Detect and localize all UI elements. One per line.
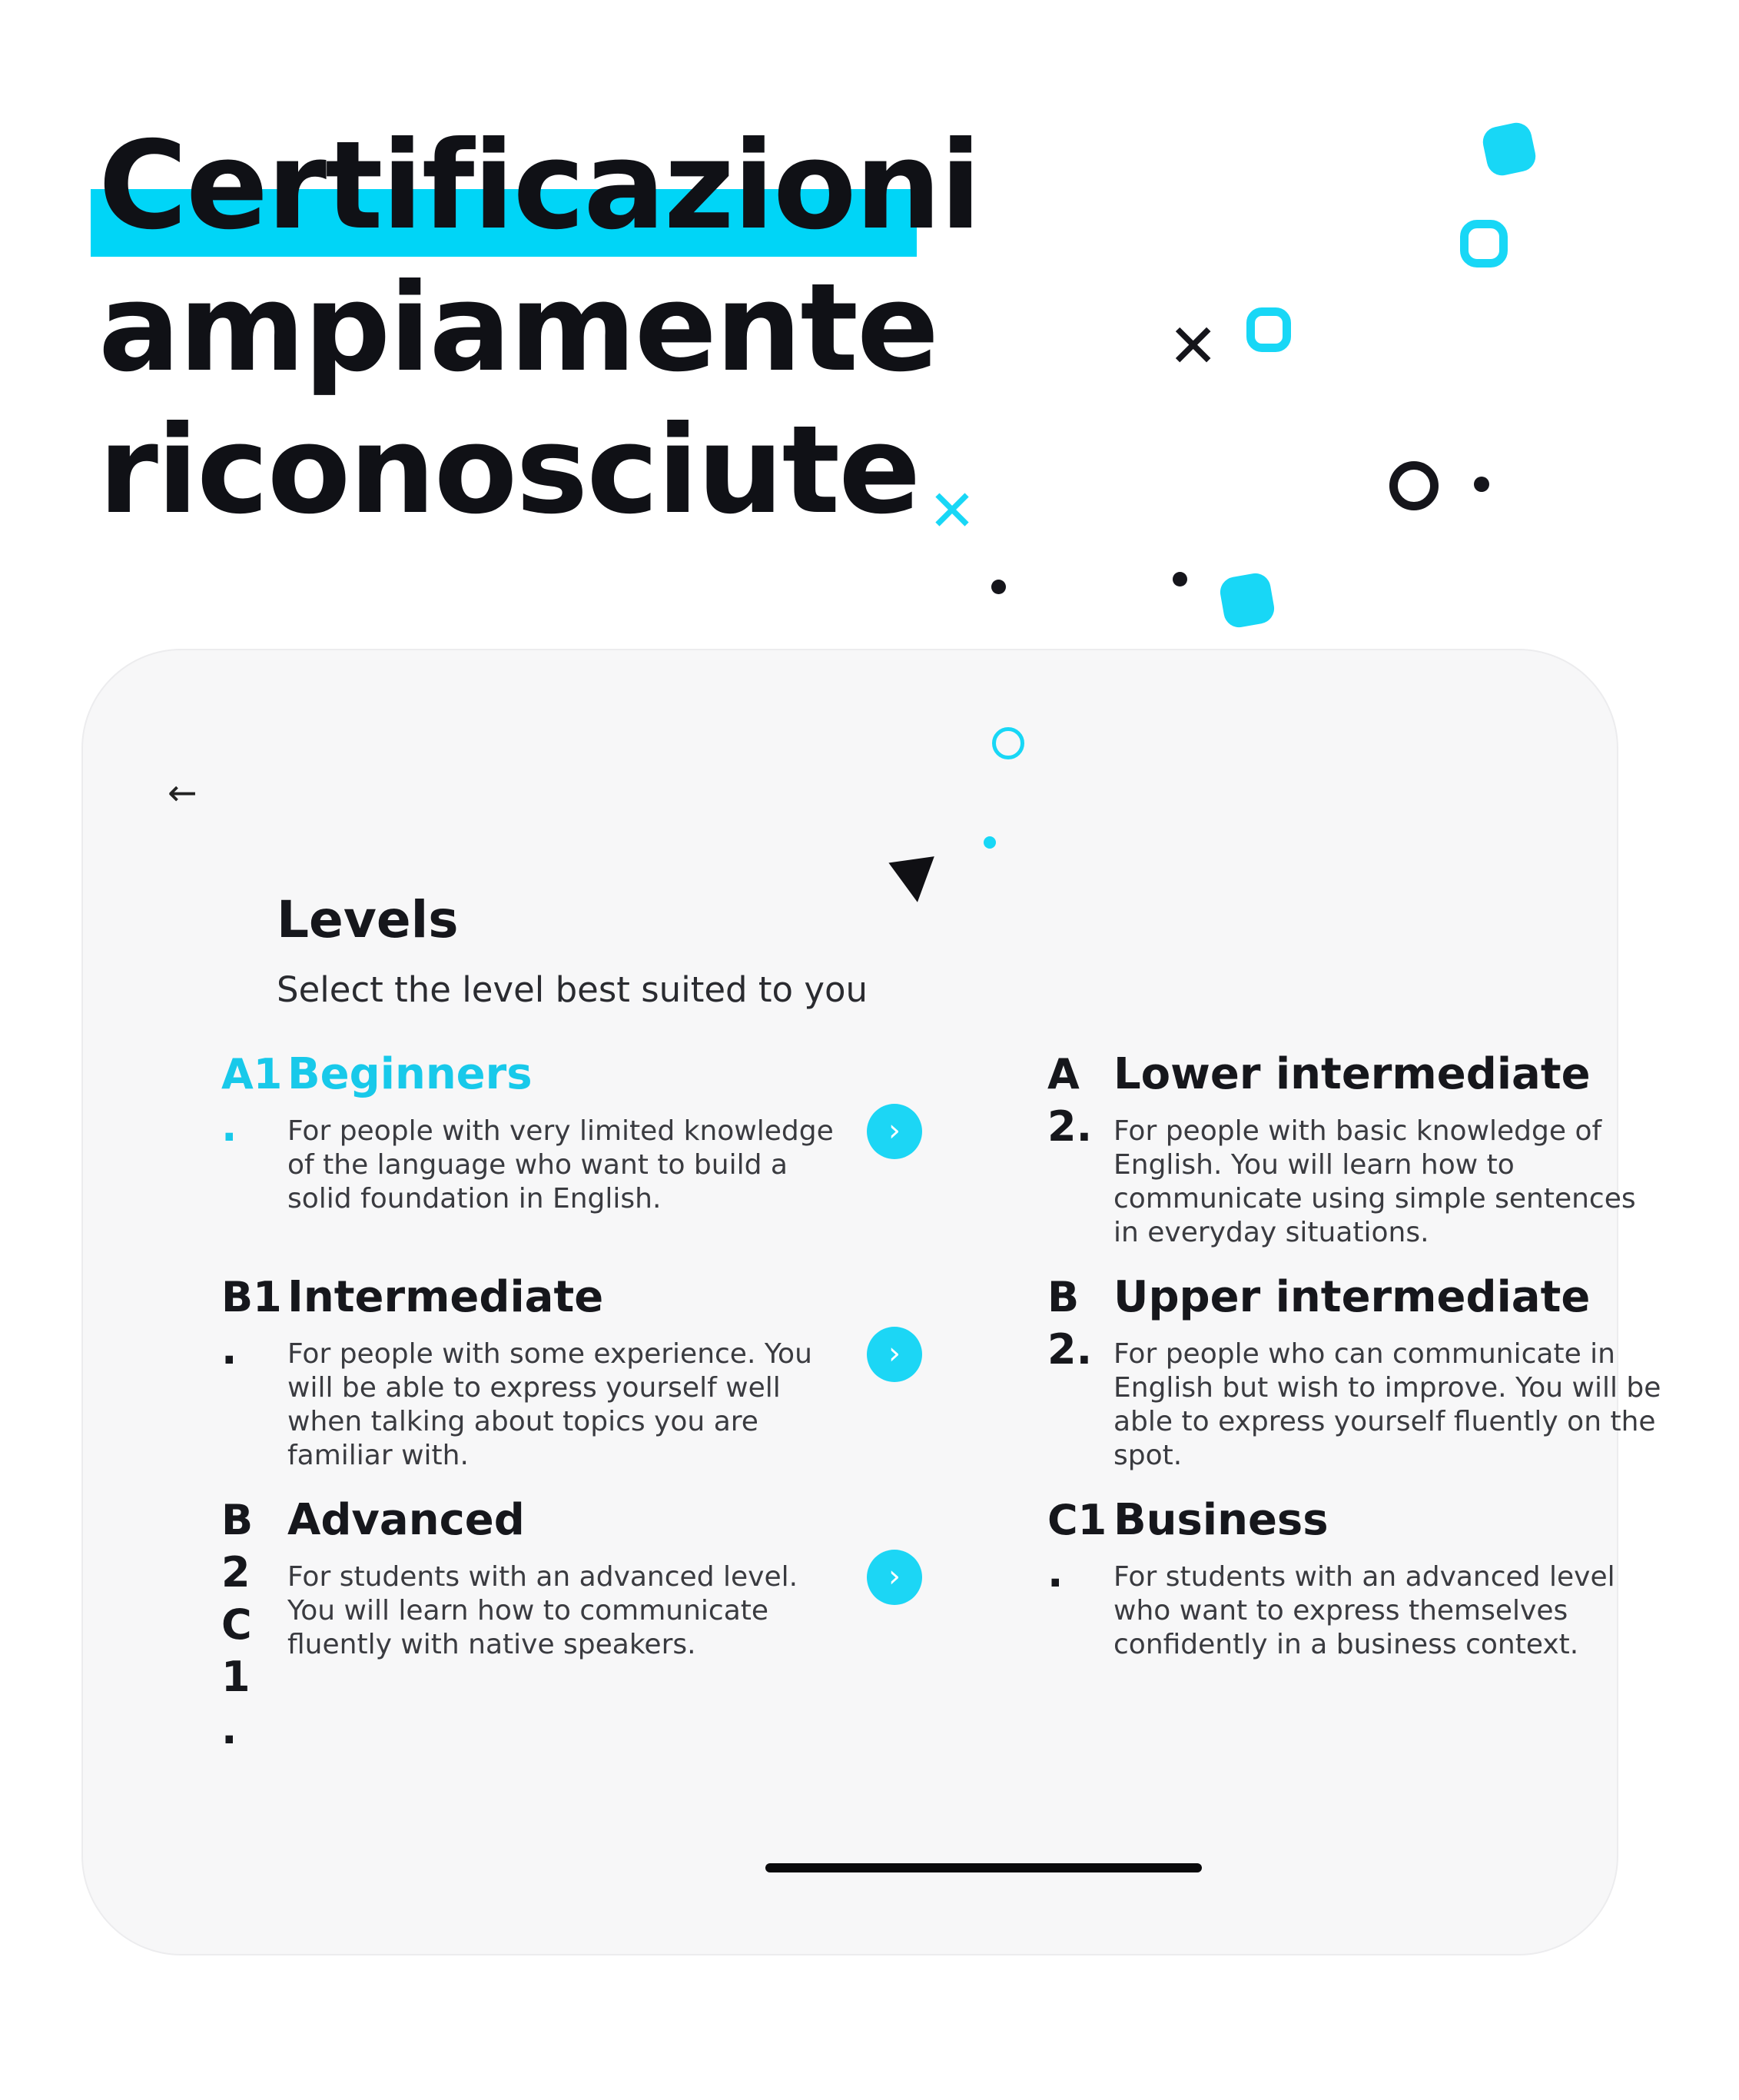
decor-dot-icon [991, 580, 1006, 594]
level-name: Advanced [287, 1495, 525, 1545]
level-description: For students with an advanced level. You will learn how to communicate fluently with native speakers. [287, 1561, 798, 1660]
chevron-right-icon[interactable]: › [867, 1550, 922, 1605]
level-name: Intermediate [287, 1272, 604, 1322]
decor-dot-icon [1474, 477, 1489, 492]
headline [98, 115, 980, 542]
page-subtitle: Select the level best suited to you [277, 969, 868, 1010]
headline-line-1: Certificazioni [98, 115, 980, 258]
level-description: For people with very limited knowledge of the language who want to build a solid foundation in English. [287, 1115, 834, 1214]
level-item-b2[interactable] [1047, 1271, 1739, 1471]
page-title: Levels [277, 890, 459, 949]
level-name: Business [1113, 1495, 1329, 1545]
decor-square-icon [1218, 571, 1276, 630]
level-item-a1[interactable] [221, 1048, 913, 1225]
level-description: For people with basic knowledge of English. You will learn how to communicate using simple sentences in everyday situations. [1113, 1115, 1636, 1248]
level-name: Lower intermediate [1113, 1049, 1591, 1099]
level-name: Upper intermediate [1113, 1272, 1591, 1322]
level-code: B 2 C1 . [221, 1496, 254, 1753]
decor-ring-icon [1246, 307, 1291, 352]
decor-cross-icon: ✕ [1168, 312, 1219, 381]
level-code: C1 . [1047, 1496, 1107, 1597]
decor-square-icon [1480, 120, 1538, 178]
back-button[interactable]: ← [168, 772, 197, 813]
decor-ring-icon [992, 727, 1024, 759]
tablet-screen [81, 649, 1661, 1955]
level-code: A1 . [221, 1050, 283, 1151]
headline-line-3: riconosciute [98, 400, 920, 541]
decor-triangle-icon [888, 856, 940, 905]
level-code: B 2. [1047, 1273, 1093, 1374]
decor-cross-icon: ✕ [928, 478, 977, 544]
level-code: B1 . [221, 1273, 282, 1374]
chevron-right-icon[interactable]: › [867, 1327, 922, 1382]
level-description: For people with some experience. You will be able to express yourself well when talking about topics you are familiar with. [287, 1338, 812, 1471]
decor-dot-icon [1173, 572, 1187, 586]
chevron-right-icon[interactable]: › [867, 1104, 922, 1159]
decor-ring-icon [1389, 461, 1439, 510]
level-code: A 2. [1047, 1050, 1093, 1151]
level-item-b1[interactable] [221, 1271, 913, 1471]
headline-line-2: ampiamente [98, 258, 938, 399]
level-description: For students with an advanced level who want to express themselves confidently in a business context. [1113, 1561, 1615, 1660]
level-description: For people who can communicate in English but wish to improve. You will be able to express yourself fluently on the spot. [1113, 1338, 1661, 1471]
home-indicator[interactable] [765, 1863, 1202, 1872]
level-item-b2c1[interactable] [221, 1494, 913, 1753]
decor-ring-icon [1460, 220, 1508, 267]
decor-dot-icon [984, 836, 996, 849]
level-item-c1[interactable] [1047, 1494, 1739, 1671]
level-name: Beginners [287, 1049, 533, 1099]
level-item-a2[interactable] [1047, 1048, 1739, 1248]
